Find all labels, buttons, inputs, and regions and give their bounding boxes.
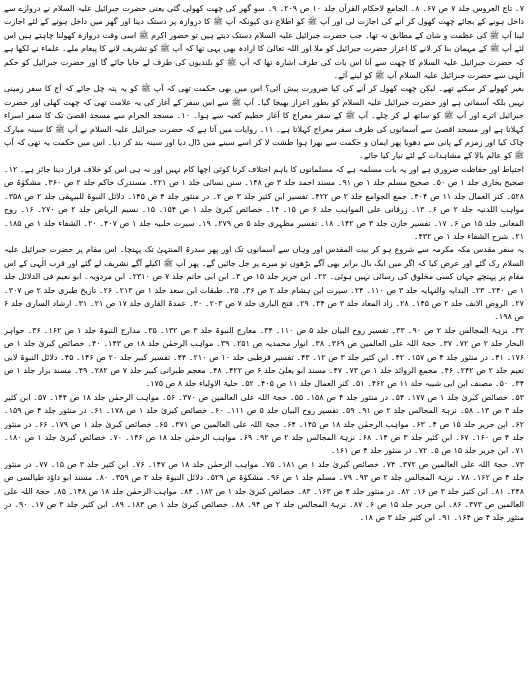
paragraph: ۷۔ تاج العروس جلد ۷ ص ۶۷۔ ۸۔ الجامع لاحکام القرآن جلد ۱۰ ص ۲۰۹۔ ۹۔ سو گھر کی چھت کھولی گئی یعنی حضرت جبرائیل علیہ السلام نے دروازے سے داخل ہونے کے بجائے چھت کھول کر آنے کی اجازت لی اور آپ ﷺ کو اطلاع دی کیونکہ آپ ﷺ کا دروازہ پر دستک دینا اور گھر میں داخل ہونے کے لئے اجازت لینا آپ ﷺ کی عظمت و شان کے مطابق نہ تھا۔ جب حضرت جبرائیل علیہ السلام دستک دیتے ہیں تو حضور اکرم ﷺ اسی وقت دروازہ کھولنا چاہتے ہیں اس لئے آپ ﷺ کے مہمان بنا کر لانے کا اعزاز حضرت جبرائیل کو ملا اور اللہ تعالیٰ کا ارادہ بھی یہی تھا کہ آپ ﷺ کو تشریف لانے کا پیغام ملے۔ علماء نے لکھا ہے کہ حضرت جبرائیل علیہ السلام کا چھت سے آنا اس بات کی طرف اشارہ تھا کہ آپ ﷺ کو بلندیوں کی طرف لے جایا جائے گا اور حضرت جبرائیل کو حکم الٰہی سے حضرت جبرائیل علیہ السلام آپ ﷺ کو لینے آئے۔ [4, 4, 524, 81]
paragraph: احتیاط اور حفاظت ضروری ہے اور یہ بات مسلمہ ہے کہ مسلمانوں کا باہم اختلاف کرنا کوئی اچھا کام نہیں اور نہ ہی اس کو خلاف قرار دینا جائز ہے۔ ۱۲۔ صحیح بخاری جلد ۱ ص ۵۰۔ صحیح مسلم جلد ۱ ص ۹۱۔ مسند احمد جلد ۳ ص ۱۴۸۔ سنن نسائی جلد ۱ ص ۲۲۱۔ مستدرک حاکم جلد ۲ ص ۳۶۰۔ مشکوٰۃ ص ۵۲۸۔ کنز العمال جلد ۱۱ ص ۴۰۴۔ جمع الجوامع جلد ۲ ص ۴۲۲۔ تفسیر ابن کثیر جلد ۳ ص ۲۔ در منثور جلد ۴ ص ۱۴۵۔ دلائل النبوۃ للبیہقی جلد ۲ ص ۳۵۸۔ مواہب اللدنیہ جلد ۲ ص ۶۔ ۱۳۔ زرقانی علی المواہب جلد ۶ ص ۱۵۔ ۱۴۔ خصائص کبریٰ جلد ۱ ص ۱۵۴۔ ۱۵۔ نسیم الریاض جلد ۲ ص ۲۷۰۔ ۱۶۔ روح المعانی جلد ۱۵ ص ۶۔ ۱۷۔ تفسیر خازن جلد ۳ ص ۱۴۲۔ ۱۸۔ تفسیر مظہری جلد ۵ ص ۲۷۹۔ ۱۹۔ سیرت حلبیہ جلد ۱ ص ۴۰۷۔ ۲۰۔ الشفاء جلد ۱ ص ۱۸۵۔ ۲۱۔ شرح الشفاء جلد ۱ ص ۴۳۲۔ [4, 164, 524, 241]
paragraph: ۵۳۔ خصائص کبریٰ جلد ۱ ص ۱۷۷۔ ۵۴۔ در منثور جلد ۴ ص ۱۵۸۔ ۵۵۔ حجۃ اللہ علی العالمین ص ۳۷۰۔ ۵۶۔ مواہب الرحمٰن جلد ۱۸ ص ۱۴۴۔ ۵۷۔ ابن کثیر جلد ۳ ص ۱۳۔ ۵۸۔ نزہۃ المجالس جلد ۲ ص ۹۱۔ ۵۹۔ تفسیر روح البیان جلد ۵ ص ۱۱۱۔ ۶۰۔ خصائص کبریٰ جلد ۱ ص ۱۷۸۔ ۶۱۔ در منثور جلد ۴ ص ۱۵۹۔ ۶۲۔ ابن جریر جلد ۱۵ ص ۴۔ ۶۳۔ مواہب الرحمٰن جلد ۱۸ ص ۱۴۵۔ ۶۴۔ حجۃ اللہ علی العالمین ص ۳۷۱۔ ۶۵۔ خصائص کبریٰ جلد ۱ ص ۱۷۹۔ ۶۶۔ در منثور جلد ۴ ص ۱۶۰۔ ۶۷۔ ابن کثیر جلد ۳ ص ۱۴۔ ۶۸۔ نزہۃ المجالس جلد ۲ ص ۹۲۔ ۶۹۔ مواہب الرحمٰن جلد ۱۸ ص ۱۴۶۔ ۷۰۔ خصائص کبریٰ جلد ۱ ص ۱۸۰۔ ۷۱۔ ابن جریر جلد ۱۵ ص ۵۔ ۷۲۔ در منثور جلد ۴ ص ۱۶۱۔ [4, 392, 524, 456]
paragraph: ۳۲۔ نزہۃ المجالس جلد ۲ ص ۹۰۔ ۳۳۔ تفسیر روح البیان جلد ۵ ص ۱۱۰۔ ۳۴۔ معارج النبوۃ جلد ۳ ص ۱۳۲۔ ۳۵۔ مدارج النبوۃ جلد ۱ ص ۱۶۲۔ ۳۶۔ جواہر البحار جلد ۲ ص ۷۲۔ ۳۷۔ حجۃ اللہ علی العالمین ص ۳۶۹۔ ۳۸۔ انوار محمدیہ ص ۲۵۱۔ ۳۹۔ مواہب الرحمٰن جلد ۱۸ ص ۱۴۳۔ ۴۰۔ خصائص کبریٰ جلد ۱ ص ۱۷۶۔ ۴۱۔ در منثور جلد ۴ ص ۱۵۷۔ ۴۲۔ ابن کثیر جلد ۳ ص ۱۲۔ ۴۳۔ تفسیر قرطبی جلد ۱۰ ص ۲۱۰۔ ۴۴۔ تفسیر کبیر جلد ۲۰ ص ۱۴۶۔ ۴۵۔ دلائل النبوۃ لابی نعیم جلد ۲ ص ۲۴۲۔ ۴۶۔ مجمع الزوائد جلد ۱ ص ۷۳۔ ۴۷۔ مسند ابو یعلیٰ جلد ۶ ص ۴۲۲۔ ۴۸۔ معجم طبرانی کبیر جلد ۷ ص ۲۸۲۔ ۴۹۔ مسند بزار جلد ۱ ص ۳۴۔ ۵۰۔ مصنف ابن ابی شیبہ جلد ۱۱ ص ۴۶۲۔ ۵۱۔ کنز العمال جلد ۱۱ ص ۴۰۵۔ ۵۲۔ حلیۃ الاولیاء جلد ۸ ص ۱۷۵۔ [4, 325, 524, 389]
paragraph: یہ سفر مقدس مکہ مکرمہ سے شروع ہو کر بیت المقدس اور وہاں سے آسمانوں تک اور پھر سدرۃ المنتہیٰ تک پہنچا۔ اس مقام پر حضرت جبرائیل علیہ السلام رک گئے اور عرض کیا کہ اگر میں ایک بال برابر بھی آگے بڑھوں تو میرے پر جل جائیں گے۔ پھر آپ ﷺ اکیلے آگے تشریف لے گئے اور قرب الٰہی کے اس مقام پر پہنچے جہاں کسی مخلوق کی رسائی نہیں ہوئی۔ ۲۲۔ ابن جریر جلد ۱۵ ص ۳۔ ابن ابی حاتم جلد ۷ ص ۲۳۱۰۔ ابن مردویہ۔ ابو نعیم فی الدلائل جلد ۱ ص ۲۴۰۔ ۲۳۔ البدایہ والنہایہ جلد ۳ ص ۱۱۰۔ ۲۴۔ سیرت ابن ہشام جلد ۲ ص ۳۶۔ ۲۵۔ طبقات ابن سعد جلد ۱ ص ۲۱۳۔ ۲۶۔ تاریخ طبری جلد ۲ ص ۳۰۷۔ ۲۷۔ الروض الانف جلد ۲ ص ۱۴۵۔ ۲۸۔ زاد المعاد جلد ۳ ص ۳۴۔ ۲۹۔ فتح الباری جلد ۷ ص ۲۰۳۔ ۳۰۔ عمدۃ القاری جلد ۱۷ ص ۲۱۔ ۳۱۔ ارشاد الساری جلد ۶ ص ۱۹۸۔ [4, 245, 524, 322]
paragraph: بغیر کھولے کر سکتے تھے۔ لیکن چھت کھول کر آنے کی کیا ضرورت پیش آئی؟ اس میں بھی حکمت تھی کہ آپ ﷺ کو یہ پتہ چل جائے کہ آج کا سفر زمینی نہیں بلکہ آسمانی ہے اور حضرت جبرائیل علیہ السلام کو بطور اعزاز بھیجا گیا۔ آپ ﷺ سے اس سفر کے آغاز کی یہ علامت تھی کہ چھت کھلی اور حضرت جبرائیل اترے اور آپ ﷺ کو ساتھ لے کر چلے۔ آپ ﷺ کے سفر معراج کا آغاز حطیم کعبہ سے ہوا۔ ۱۰۔ مسجد الحرام سے مسجد اقصیٰ تک کا سفر اسراء کہلاتا ہے اور مسجد اقصیٰ سے آسمانوں کی طرف سفر معراج کہلاتا ہے۔ ۱۱۔ روایات میں آتا ہے کہ حضرت جبرائیل علیہ السلام نے آپ ﷺ کا سینہ مبارک چاک کیا اور زمزم کے پانی سے دھویا پھر ایمان و حکمت سے بھرا ہوا طشت لا کر اسے سینے میں ڈال دیا اور سینہ بند کر دیا۔ اس میں حکمت یہ تھی کہ آپ ﷺ کو عالم بالا کے مشاہدات کے لئے تیار کیا جائے۔ [4, 84, 524, 161]
footnotes-page [4, 2, 524, 673]
paragraph: ۷۳۔ حجۃ اللہ علی العالمین ص ۳۷۲۔ ۷۴۔ خصائص کبریٰ جلد ۱ ص ۱۸۱۔ ۷۵۔ مواہب الرحمٰن جلد ۱۸ ص ۱۴۷۔ ۷۶۔ ابن کثیر جلد ۳ ص ۱۵۔ ۷۷۔ در منثور جلد ۴ ص ۱۶۲۔ ۷۸۔ نزہۃ المجالس جلد ۲ ص ۹۳۔ ۷۹۔ مسلم جلد ۱ ص ۹۶۔ مشکوٰۃ ص ۵۲۹۔ دلائل النبوۃ جلد ۲ ص ۳۵۹۔ ۸۰۔ مسند ابو داؤد طیالسی ص ۲۴۸۔ ۸۱۔ ابن کثیر جلد ۳ ص ۱۶۔ ۸۲۔ در منثور جلد ۴ ص ۱۶۳۔ ۸۳۔ خصائص کبریٰ جلد ۱ ص ۱۸۲۔ ۸۴۔ مواہب الرحمٰن جلد ۱۸ ص ۱۴۸۔ ۸۵۔ حجۃ اللہ علی العالمین ص ۳۷۳۔ ۸۶۔ ابن جریر جلد ۱۵ ص ۶۔ ۸۷۔ نزہۃ المجالس جلد ۲ ص ۹۴۔ ۸۸۔ خصائص کبریٰ جلد ۱ ص ۱۸۳۔ ۸۹۔ ابن کثیر جلد ۳ ص ۱۷۔ ۹۰۔ در منثور جلد ۴ ص ۱۶۴۔ ۹۱۔ ابن کثیر جلد ۳ ص ۱۸۔ [4, 459, 524, 523]
